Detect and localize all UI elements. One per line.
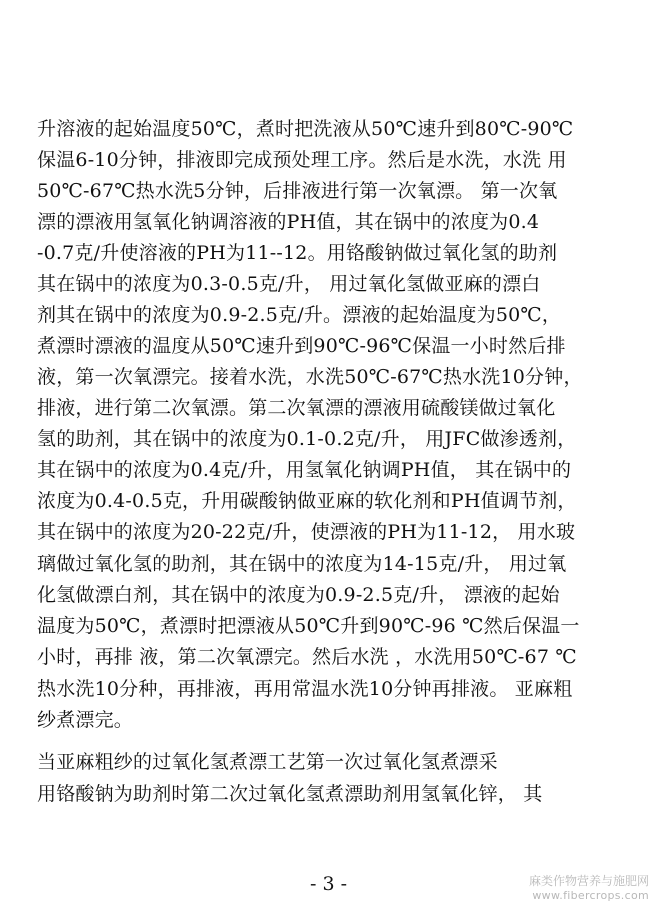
text-line: 剂其在锅中的浓度为0.9-2.5克/升。漂液的起始温度为50℃， xyxy=(37,304,562,326)
text-line: 保温6-10分钟，排液即完成预处理工序。然后是水洗，水洗 用 xyxy=(37,149,567,171)
text-line: -0.7克/升使溶液的PH为11--12。用铬酸钠做过氧化氢的助剂 xyxy=(37,242,558,264)
watermark-url: www.fibercrops.com xyxy=(532,889,649,902)
page-number: - 3 - xyxy=(309,873,347,895)
text-line: 升溶液的起始温度50℃，煮时把洗液从50℃速升到80℃-90℃ xyxy=(37,118,574,140)
text-line: 排液，进行第二次氧漂。第二次氧漂的漂液用硫酸镁做过氧化 xyxy=(37,397,556,419)
text-line: 50℃-67℃热水洗5分钟，后排液进行第一次氧漂。 第一次氧 xyxy=(37,180,558,202)
text-line: 煮漂时漂液的温度从50℃速升到90℃-96℃保温一小时然后排 xyxy=(37,335,566,357)
text-line: 漂的漂液用氢氧化钠调溶液的PH值，其在锅中的浓度为0.4 xyxy=(37,211,540,233)
text-line: 其在锅中的浓度为20-22克/升，使漂液的PH为11-12， 用水玻 xyxy=(37,521,576,543)
text-line: 热水洗10分种，再排液，再用常温水洗10分钟再排液。 亚麻粗 xyxy=(37,678,573,700)
text-line: 氢的助剂，其在锅中的浓度为0.1-0.2克/升， 用JFC做渗透剂， xyxy=(37,428,577,450)
text-line: 纱煮漂完。 xyxy=(37,709,134,731)
text-line: 浓度为0.4-0.5克，升用碳酸钠做亚麻的软化剂和PH值调节剂， xyxy=(37,490,577,512)
text-line: 璃做过氧化氢的助剂，其在锅中的浓度为14-15克/升， 用过氧 xyxy=(37,553,567,575)
text-line: 当亚麻粗纱的过氧化氢煮漂工艺第一次过氧化氢煮漂采 xyxy=(37,751,498,773)
text-line: 温度为50℃，煮漂时把漂液从50℃升到90℃-96 ℃然后保温一 xyxy=(37,615,580,637)
text-line: 化氢做漂白剂，其在锅中的浓度为0.9-2.5克/升， 漂液的起始 xyxy=(37,584,560,606)
text-line: 其在锅中的浓度为0.3-0.5克/升， 用过氧化氢做亚麻的漂白 xyxy=(37,273,541,295)
watermark-site-name: 麻类作物营养与施肥网 xyxy=(528,874,649,888)
text-line: 用铬酸钠为助剂时第二次过氧化氢煮漂助剂用氢氧化锌， 其 xyxy=(37,783,543,805)
text-line: 液，第一次氧漂完。接着水洗，水洗50℃-67℃热水洗10分钟， xyxy=(37,366,583,388)
text-line: 其在锅中的浓度为0.4克/升，用氢氧化钠调PH值， 其在锅中的 xyxy=(37,459,572,481)
text-line: 小时，再排 液，第二次氧漂完。然后水洗 ，水洗用50℃-67 ℃ xyxy=(37,646,577,668)
